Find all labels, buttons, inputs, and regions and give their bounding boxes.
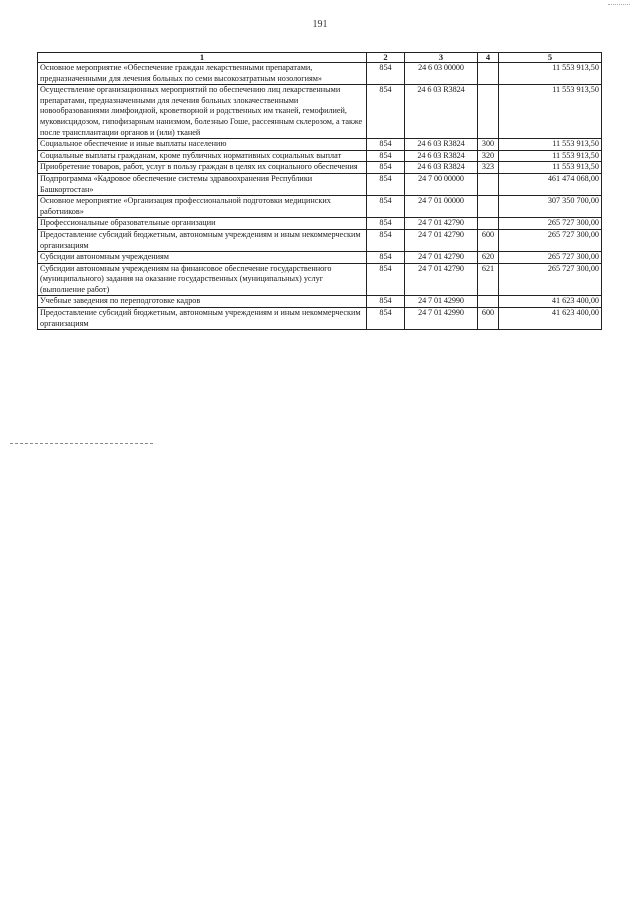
table-row bbox=[38, 229, 602, 251]
row-name: Основное мероприятие «Организация профессиональной подготовки медицинских работников» bbox=[38, 196, 367, 218]
column-header-5: 5 bbox=[499, 53, 602, 63]
row-name: Профессиональные образовательные организации bbox=[38, 218, 367, 230]
row-expense-type: 621 bbox=[478, 263, 499, 296]
row-expense-type bbox=[478, 63, 499, 85]
row-name: Субсидии автономным учреждениям bbox=[38, 252, 367, 264]
row-expense-type bbox=[478, 296, 499, 308]
row-expense-type: 620 bbox=[478, 252, 499, 264]
row-target-article: 24 7 00 00000 bbox=[405, 173, 478, 195]
row-name: Субсидии автономным учреждениям на финансовое обеспечение государственного (муниципального) задания на оказание государственных (муниципальных) услуг (выполнение работ) bbox=[38, 263, 367, 296]
row-expense-type: 600 bbox=[478, 308, 499, 330]
row-target-article: 24 7 01 42790 bbox=[405, 263, 478, 296]
column-header-2: 2 bbox=[367, 53, 405, 63]
row-target-article: 24 6 03 R3824 bbox=[405, 139, 478, 151]
column-header-4: 4 bbox=[478, 53, 499, 63]
row-expense-type: 320 bbox=[478, 150, 499, 162]
row-expense-type bbox=[478, 85, 499, 139]
row-sum: 11 553 913,50 bbox=[499, 162, 602, 174]
row-sum: 265 727 300,00 bbox=[499, 218, 602, 230]
row-expense-type: 600 bbox=[478, 229, 499, 251]
row-expense-type bbox=[478, 218, 499, 230]
footer-rule bbox=[10, 443, 153, 444]
table-row bbox=[38, 173, 602, 195]
row-sum: 11 553 913,50 bbox=[499, 63, 602, 85]
row-target-article: 24 7 01 42790 bbox=[405, 218, 478, 230]
table-header-row bbox=[38, 53, 602, 63]
table-row bbox=[38, 308, 602, 330]
row-target-article: 24 7 01 42790 bbox=[405, 252, 478, 264]
row-expense-type bbox=[478, 196, 499, 218]
row-name: Приобретение товаров, работ, услуг в пользу граждан в целях их социального обеспечения bbox=[38, 162, 367, 174]
row-code: 854 bbox=[367, 173, 405, 195]
table-row bbox=[38, 85, 602, 139]
row-code: 854 bbox=[367, 252, 405, 264]
row-code: 854 bbox=[367, 63, 405, 85]
row-sum: 307 350 700,00 bbox=[499, 196, 602, 218]
row-target-article: 24 7 01 00000 bbox=[405, 196, 478, 218]
table-row bbox=[38, 162, 602, 174]
row-target-article: 24 7 01 42790 bbox=[405, 229, 478, 251]
row-sum: 41 623 400,00 bbox=[499, 296, 602, 308]
row-target-article: 24 6 03 R3824 bbox=[405, 85, 478, 139]
row-sum: 461 474 068,00 bbox=[499, 173, 602, 195]
row-expense-type: 323 bbox=[478, 162, 499, 174]
table-row bbox=[38, 63, 602, 85]
row-code: 854 bbox=[367, 229, 405, 251]
row-name: Предоставление субсидий бюджетным, автономным учреждениям и иным некоммерческим организациям bbox=[38, 229, 367, 251]
table-row bbox=[38, 196, 602, 218]
table-row bbox=[38, 263, 602, 296]
column-header-1: 1 bbox=[38, 53, 367, 63]
row-code: 854 bbox=[367, 196, 405, 218]
row-target-article: 24 7 01 42990 bbox=[405, 308, 478, 330]
row-expense-type bbox=[478, 173, 499, 195]
row-sum: 265 727 300,00 bbox=[499, 263, 602, 296]
row-code: 854 bbox=[367, 85, 405, 139]
budget-table bbox=[37, 52, 602, 330]
row-code: 854 bbox=[367, 308, 405, 330]
row-code: 854 bbox=[367, 263, 405, 296]
row-name: Подпрограмма «Кадровое обеспечение системы здравоохранения Республики Башкортостан» bbox=[38, 173, 367, 195]
row-code: 854 bbox=[367, 139, 405, 151]
table-row bbox=[38, 296, 602, 308]
row-sum: 265 727 300,00 bbox=[499, 252, 602, 264]
table-row bbox=[38, 252, 602, 264]
row-sum: 11 553 913,50 bbox=[499, 139, 602, 151]
row-code: 854 bbox=[367, 162, 405, 174]
table-row bbox=[38, 218, 602, 230]
row-sum: 41 623 400,00 bbox=[499, 308, 602, 330]
row-name: Осуществление организационных мероприятий по обеспечению лиц лекарственными препаратами, предназначенными для лечения больных злокачественными новообразованиями лимфоидной, кроветворной и родственных им тканей, гемофилией, муковисцидозом, гипофизарным нанизмом, болезнью Гоше, рассеянным склерозом, а также после трансплантации органов и (или) тканей bbox=[38, 85, 367, 139]
row-target-article: 24 6 03 R3824 bbox=[405, 162, 478, 174]
row-target-article: 24 6 03 R3824 bbox=[405, 150, 478, 162]
row-expense-type: 300 bbox=[478, 139, 499, 151]
row-code: 854 bbox=[367, 218, 405, 230]
column-header-3: 3 bbox=[405, 53, 478, 63]
row-target-article: 24 6 03 00000 bbox=[405, 63, 478, 85]
row-name: Социальные выплаты гражданам, кроме публичных нормативных социальных выплат bbox=[38, 150, 367, 162]
table-row bbox=[38, 139, 602, 151]
row-sum: 265 727 300,00 bbox=[499, 229, 602, 251]
row-name: Основное мероприятие «Обеспечение граждан лекарственными препаратами, предназначенными для лечения больных по семи высокозатратным нозологиям» bbox=[38, 63, 367, 85]
row-code: 854 bbox=[367, 296, 405, 308]
row-name: Предоставление субсидий бюджетным, автономным учреждениям и иным некоммерческим организациям bbox=[38, 308, 367, 330]
row-sum: 11 553 913,50 bbox=[499, 150, 602, 162]
row-sum: 11 553 913,50 bbox=[499, 85, 602, 139]
row-name: Учебные заведения по переподготовке кадров bbox=[38, 296, 367, 308]
page-number: 191 bbox=[312, 19, 328, 30]
row-name: Социальное обеспечение и иные выплаты населению bbox=[38, 139, 367, 151]
scan-corner-mark bbox=[608, 4, 630, 5]
row-code: 854 bbox=[367, 150, 405, 162]
table-body bbox=[38, 63, 602, 330]
row-target-article: 24 7 01 42990 bbox=[405, 296, 478, 308]
table-row bbox=[38, 150, 602, 162]
